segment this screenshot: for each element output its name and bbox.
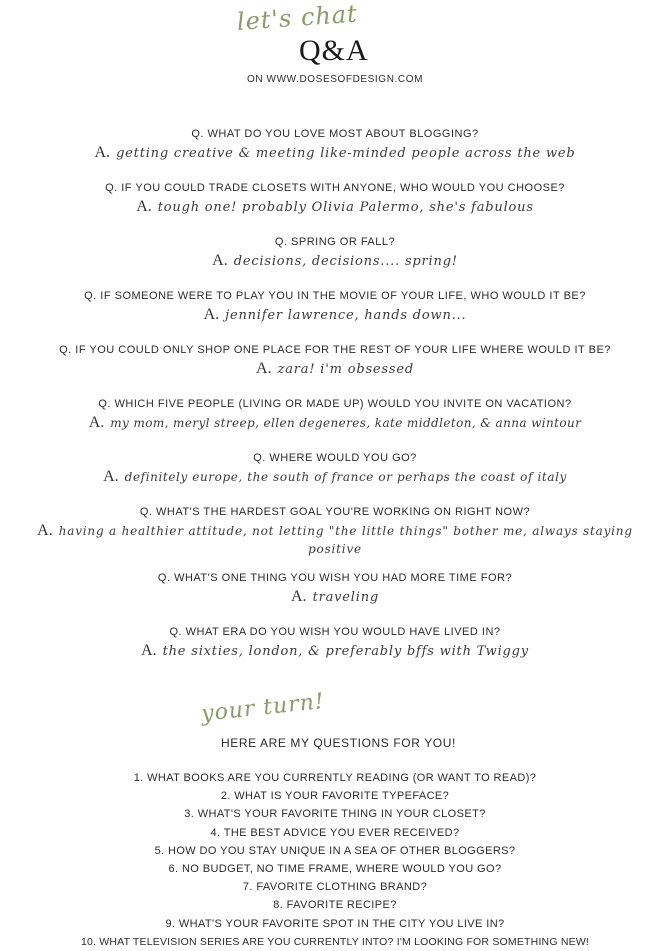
answer-text: tough one! probably Olivia Palermo, she's fabulous [157, 200, 534, 215]
answer-prefix: A. [256, 360, 272, 377]
list-item: 5. HOW DO YOU STAY UNIQUE IN A SEA OF OTHER BLOGGERS? [154, 844, 516, 857]
list-item: 2. WHAT IS YOUR FAVORITE TYPEFACE? [220, 790, 450, 803]
answer-prefix: A. [103, 468, 119, 485]
qa-item [0, 625, 670, 679]
answer [0, 360, 670, 379]
answer-prefix: A. [212, 252, 228, 269]
question: Q. WHAT'S THE HARDEST GOAL YOU'RE WORKING ON RIGHT NOW? [139, 506, 531, 518]
answer [0, 144, 670, 163]
answer-prefix: A. [291, 588, 307, 605]
answer-prefix: A. [136, 198, 152, 215]
qa-item [0, 127, 670, 181]
answer-prefix: A. [141, 642, 157, 659]
answer [0, 642, 670, 661]
list-item: 4. THE BEST ADVICE YOU EVER RECEIVED? [210, 826, 460, 839]
question: Q. IF YOU COULD ONLY SHOP ONE PLACE FOR THE REST OF YOUR LIFE WHERE WOULD IT BE? [59, 344, 611, 356]
answer-prefix: A. [88, 414, 105, 431]
answer-text: jennifer lawrence, hands down... [225, 308, 467, 323]
answer-text: getting creative & meeting like-minded people across the web [116, 146, 576, 161]
qa-item [0, 235, 670, 289]
qa-item [0, 505, 670, 571]
answer-text: having a healthier attitude, not letting "the little things" bother me, always staying positive [58, 524, 633, 556]
list-item: 7. FAVORITE CLOTHING BRAND? [242, 881, 428, 894]
list-item: 9. WHAT'S YOUR FAVORITE SPOT IN THE CITY YOU LIVE IN? [165, 917, 505, 930]
site-url: ON WWW.DOSESOFDESIGN.COM [246, 74, 424, 85]
list-item: 10. WHAT TELEVISION SERIES ARE YOU CURRENTLY INTO? I'M LOOKING FOR SOMETHING NEW! [80, 935, 590, 948]
question: Q. IF SOMEONE WERE TO PLAY YOU IN THE MOVIE OF YOUR LIFE, WHO WOULD IT BE? [84, 290, 586, 302]
list-item: 8. FAVORITE RECIPE? [273, 899, 397, 912]
answer [0, 468, 670, 486]
qa-item [0, 451, 670, 505]
answer [0, 306, 670, 325]
header [0, 0, 670, 95]
answer-prefix: A. [37, 522, 53, 539]
answer-prefix: A. [94, 144, 111, 161]
reader-questions-list [0, 769, 670, 951]
answer [0, 588, 670, 607]
answer-text: decisions, decisions.... spring! [233, 254, 458, 269]
question: Q. WHICH FIVE PEOPLE (LIVING OR MADE UP) WOULD YOU INVITE ON VACATION? [98, 398, 572, 410]
list-item: 3. WHAT'S YOUR FAVORITE THING IN YOUR CLOSET? [184, 808, 486, 821]
answer-text: definitely europe, the south of france or perhaps the coast of italy [124, 470, 567, 484]
answer [35, 522, 635, 558]
qa-item [0, 181, 670, 235]
answer-prefix: A. [203, 306, 220, 323]
question: Q. WHAT DO YOU LOVE MOST ABOUT BLOGGING? [191, 128, 479, 140]
answer-text: my mom, meryl streep, ellen degeneres, kate middleton, & anna wintour [110, 416, 582, 430]
qa-item [0, 343, 670, 397]
answer [0, 414, 670, 432]
lets-chat-script: let's chat [236, 0, 359, 36]
question: Q. WHAT ERA DO YOU WISH YOU WOULD HAVE LIVED IN? [169, 626, 501, 638]
answer [0, 198, 670, 217]
question: Q. WHERE WOULD YOU GO? [253, 452, 417, 464]
your-turn-script: your turn! [200, 689, 326, 727]
qa-item [0, 571, 670, 625]
answer-text: zara! i'm obsessed [277, 362, 414, 377]
page-title: Q&A [299, 34, 369, 67]
qa-list [0, 127, 670, 679]
answer [0, 252, 670, 271]
answer-text: traveling [312, 590, 379, 605]
list-item: 1. WHAT BOOKS ARE YOU CURRENTLY READING (OR WANT TO READ)? [133, 772, 537, 784]
your-turn-heading: HERE ARE MY QUESTIONS FOR YOU! [221, 736, 456, 750]
question: Q. WHAT'S ONE THING YOU WISH YOU HAD MORE TIME FOR? [157, 572, 513, 584]
qa-item [0, 289, 670, 343]
answer-text: the sixties, london, & preferably bffs with Twiggy [162, 644, 529, 659]
qa-item [0, 397, 670, 451]
question: Q. IF YOU COULD TRADE CLOSETS WITH ANYONE, WHO WOULD YOU CHOOSE? [105, 182, 565, 194]
list-item: 6. NO BUDGET, NO TIME FRAME, WHERE WOULD YOU GO? [168, 863, 502, 876]
question: Q. SPRING OR FALL? [274, 236, 396, 248]
